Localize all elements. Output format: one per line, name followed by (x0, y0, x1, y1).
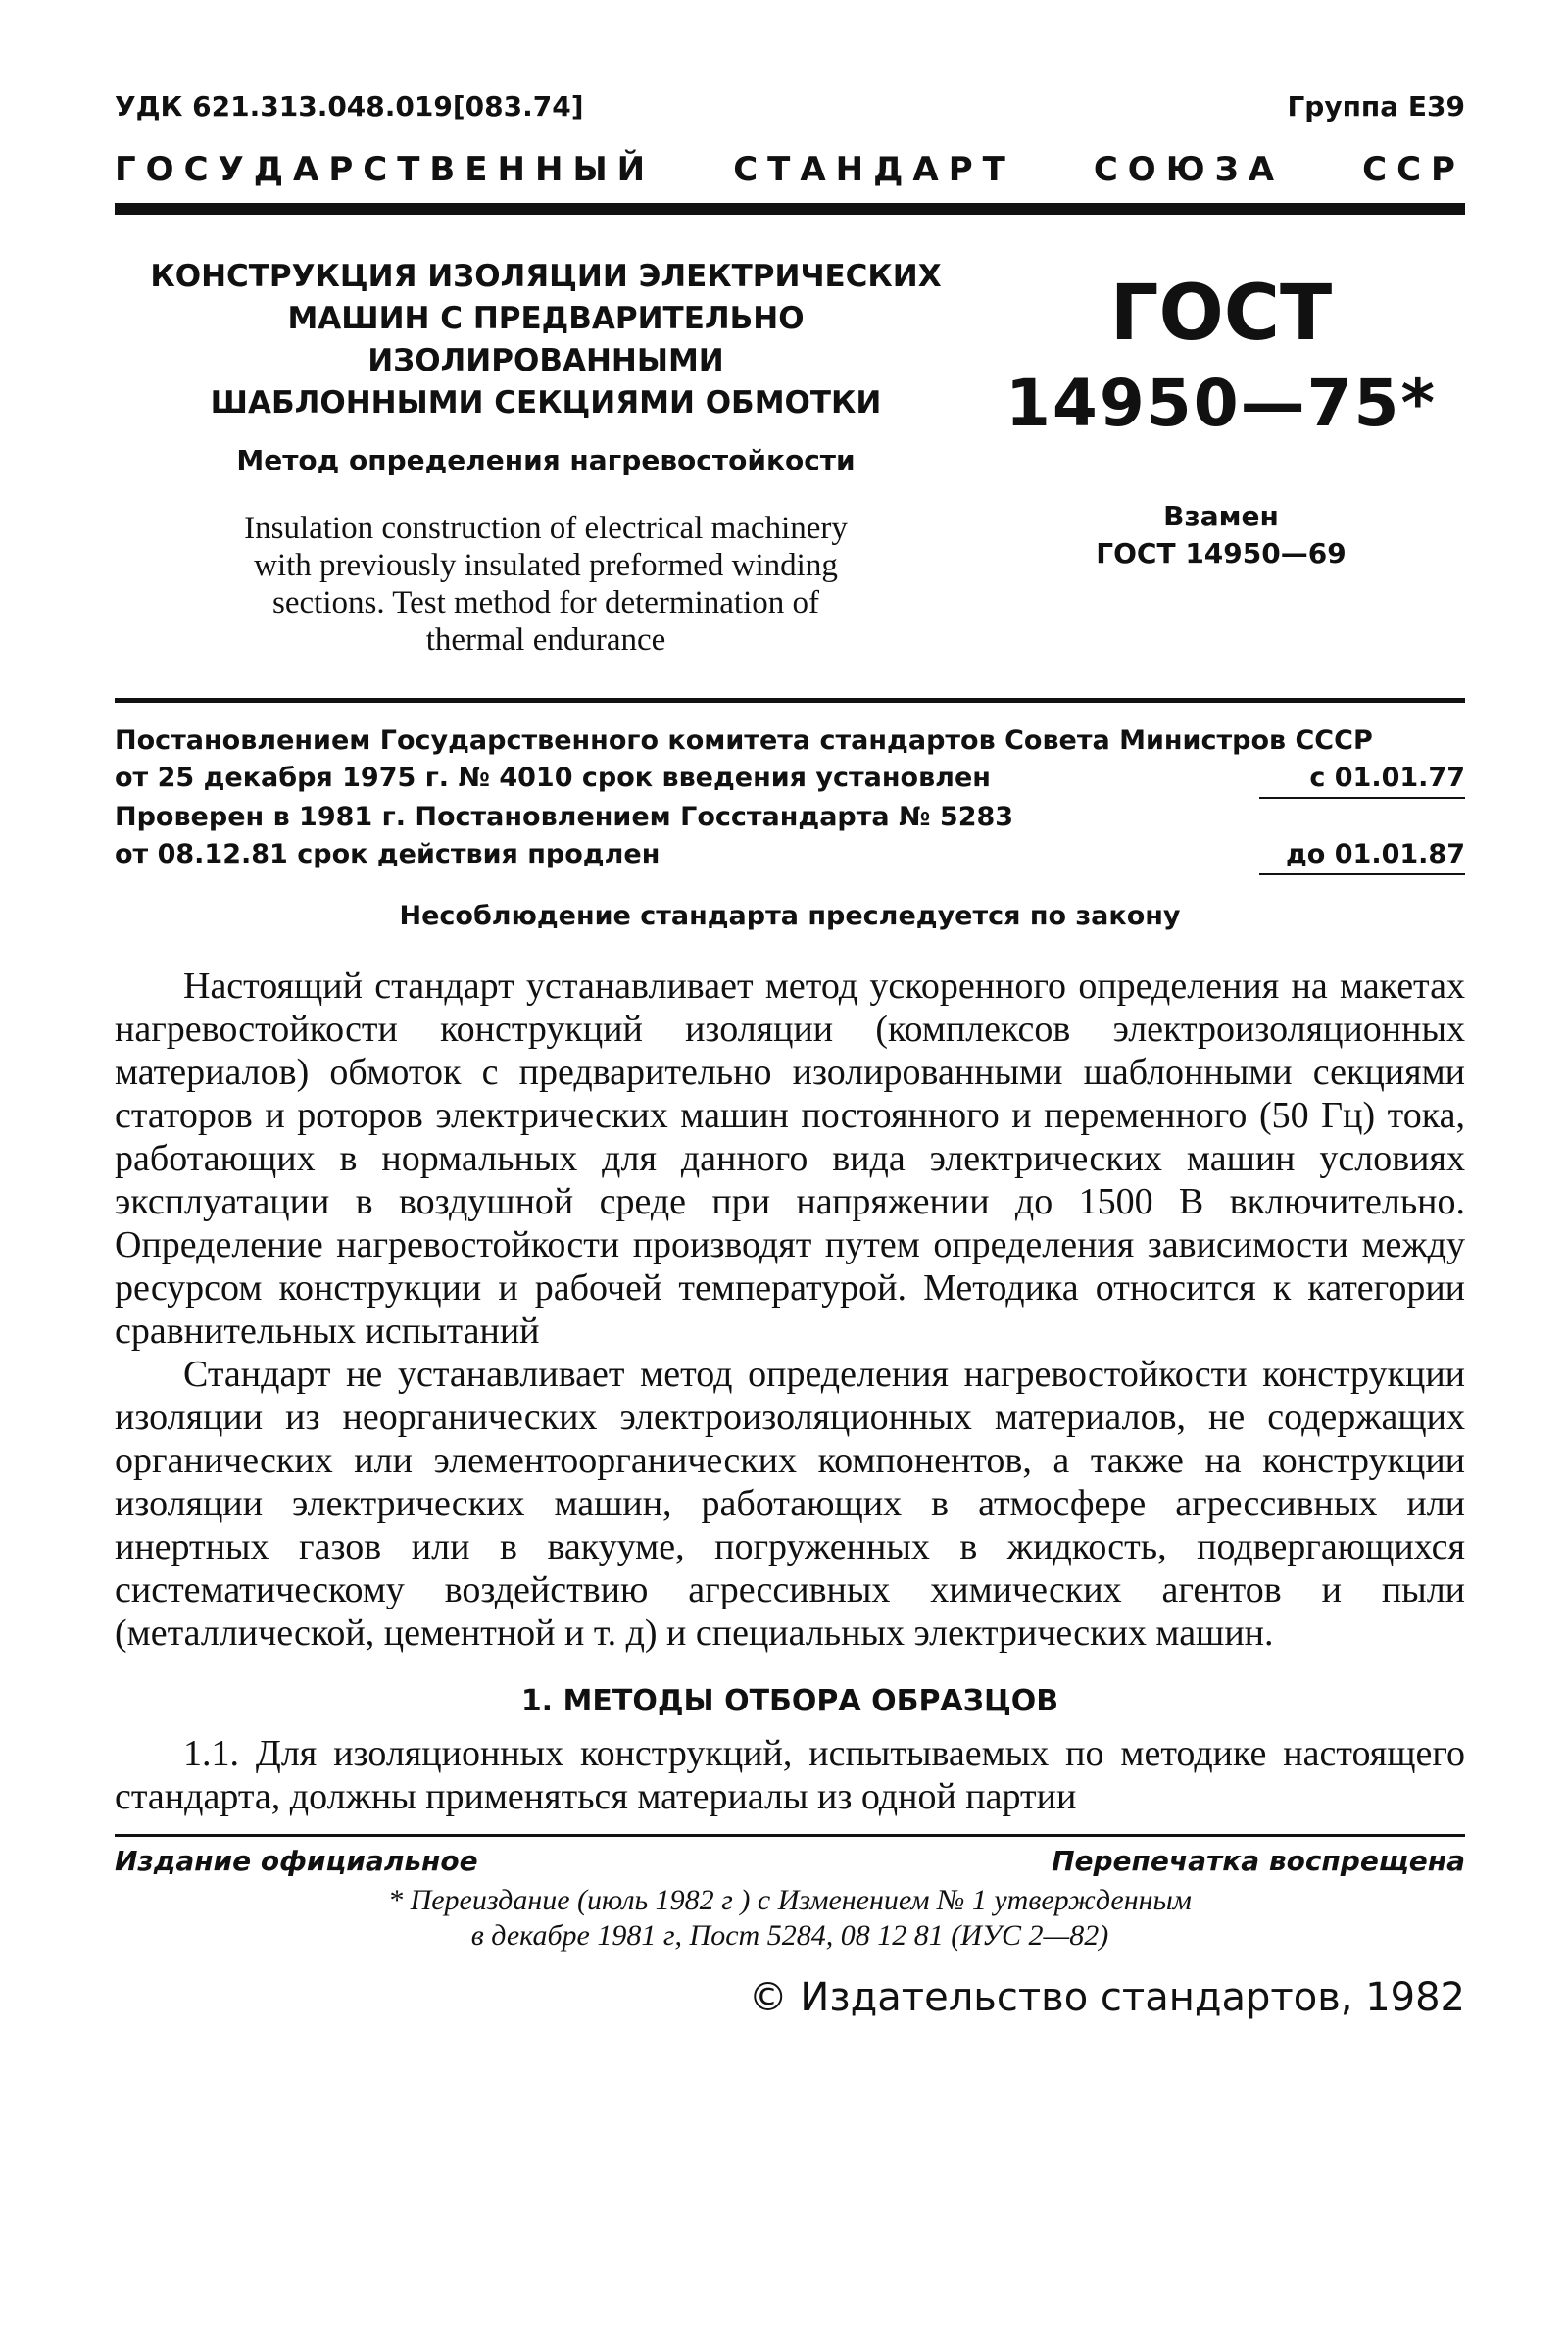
decree-line (115, 760, 1465, 799)
title-en-line: Insulation construction of electrical machinery (244, 511, 848, 546)
clause-1-1: 1.1. Для изоляционных конструкций, испытываемых по методике настоящего стандарта, должны применяться материалы из одной партии (115, 1733, 1465, 1817)
title-block (115, 256, 1465, 659)
udc-code: УДК 621.313.048.019[083.74] (115, 90, 584, 123)
official-edition: Издание официальное (115, 1845, 478, 1877)
replaces-label: Взамен (1163, 500, 1279, 532)
footnote (115, 1883, 1465, 1954)
state-word: СОЮЗА (1093, 150, 1285, 189)
replaces-block (977, 498, 1465, 572)
reprint-notice: Перепечатка воспрещена (1052, 1845, 1465, 1877)
replaces-value: ГОСТ 14950—69 (1096, 537, 1347, 569)
publisher: © Издательство стандартов, 1982 (748, 1975, 1465, 2020)
subtitle-russian: Метод определения нагревостойкости (236, 444, 856, 476)
decree-line (115, 722, 1465, 760)
decree-text: от 08.12.81 срок действия продлен (115, 839, 661, 869)
paragraph: Стандарт не устанавливает метод определения нагревостойкости конструкции изоляции из неорганических электроизоляционных материалов, не содержащих органических или элементоорганических компонентов, а также на конструкции изоляции электрических машин, работающих в атмосфере агрессивных или инертных газов или в вакууме, погруженных в жидкость, подвергающихся систематическому воздействию агрессивных химических агентов и пыли (металлической, цементной и т. д) и специальных электрических машин. (115, 1354, 1465, 1654)
header-row (115, 90, 1465, 123)
title-en-line: with previously insulated preformed winding (254, 548, 838, 583)
footnote-line: в декабре 1981 г, Пост 5284, 08 12 81 (ИУС 2—82) (470, 1919, 1109, 1952)
title-russian (115, 256, 977, 424)
state-standard-line (115, 150, 1465, 189)
header-divider (115, 203, 1465, 215)
title-divider (115, 698, 1465, 703)
decree-line (115, 836, 1465, 875)
gost-label: ГОСТ (1109, 270, 1333, 358)
body-text (115, 965, 1465, 1655)
state-word: СТАНДАРТ (733, 150, 1015, 189)
decree-text: от 25 декабря 1975 г. № 4010 срок введения установлен (115, 763, 991, 793)
group-code: Группа Е39 (1287, 90, 1465, 123)
effective-date: с 01.01.77 (1259, 760, 1465, 799)
title-right (977, 256, 1465, 659)
decree-text: Проверен в 1981 г. Постановлением Госстандарта № 5283 (115, 802, 1014, 832)
document-page (115, 90, 1465, 2020)
footer-row (115, 1845, 1465, 1877)
title-english (115, 510, 977, 659)
state-word: ГОСУДАРСТВЕННЫЙ (115, 150, 656, 189)
title-line: КОНСТРУКЦИЯ ИЗОЛЯЦИИ ЭЛЕКТРИЧЕСКИХ (150, 259, 942, 294)
state-word: ССР (1362, 150, 1465, 189)
title-line: ШАБЛОННЫМИ СЕКЦИЯМИ ОБМОТКИ (210, 385, 882, 421)
decree-block (115, 722, 1465, 875)
validity-date: до 01.01.87 (1259, 836, 1465, 875)
decree-text: Постановлением Государственного комитета стандартов Совета Министров СССР (115, 725, 1373, 756)
title-line: МАШИН С ПРЕДВАРИТЕЛЬНО ИЗОЛИРОВАННЫМИ (287, 301, 805, 378)
title-en-line: sections. Test method for determination of (272, 585, 819, 620)
decree-line (115, 799, 1465, 836)
legal-warning: Несоблюдение стандарта преследуется по закону (399, 901, 1181, 931)
title-left (115, 256, 977, 659)
footer-divider (115, 1834, 1465, 1837)
section-heading: 1. МЕТОДЫ ОТБОРА ОБРАЗЦОВ (520, 1684, 1059, 1718)
title-en-line: thermal endurance (425, 622, 666, 658)
footnote-line: * Переиздание (июль 1982 г ) с Изменением № 1 утвержденным (388, 1884, 1192, 1916)
gost-number: 14950—75* (1005, 366, 1437, 441)
paragraph: Настоящий стандарт устанавливает метод ускоренного определения на макетах нагревостойкости конструкций изоляции (комплексов электроизоляционных материалов) обмоток с предварительно изолированными шаблонными секциями статоров и роторов электрических машин постоянного и переменного (50 Гц) тока, работающих в нормальных для данного вида электрических машин условиях эксплуатации в воздушной среде при напряжении до 1500 В включительно. Определение нагревостойкости производят путем определения зависимости между ресурсом конструкции и рабочей температурой. Методика относится к категории сравнительных испытаний (115, 965, 1465, 1352)
